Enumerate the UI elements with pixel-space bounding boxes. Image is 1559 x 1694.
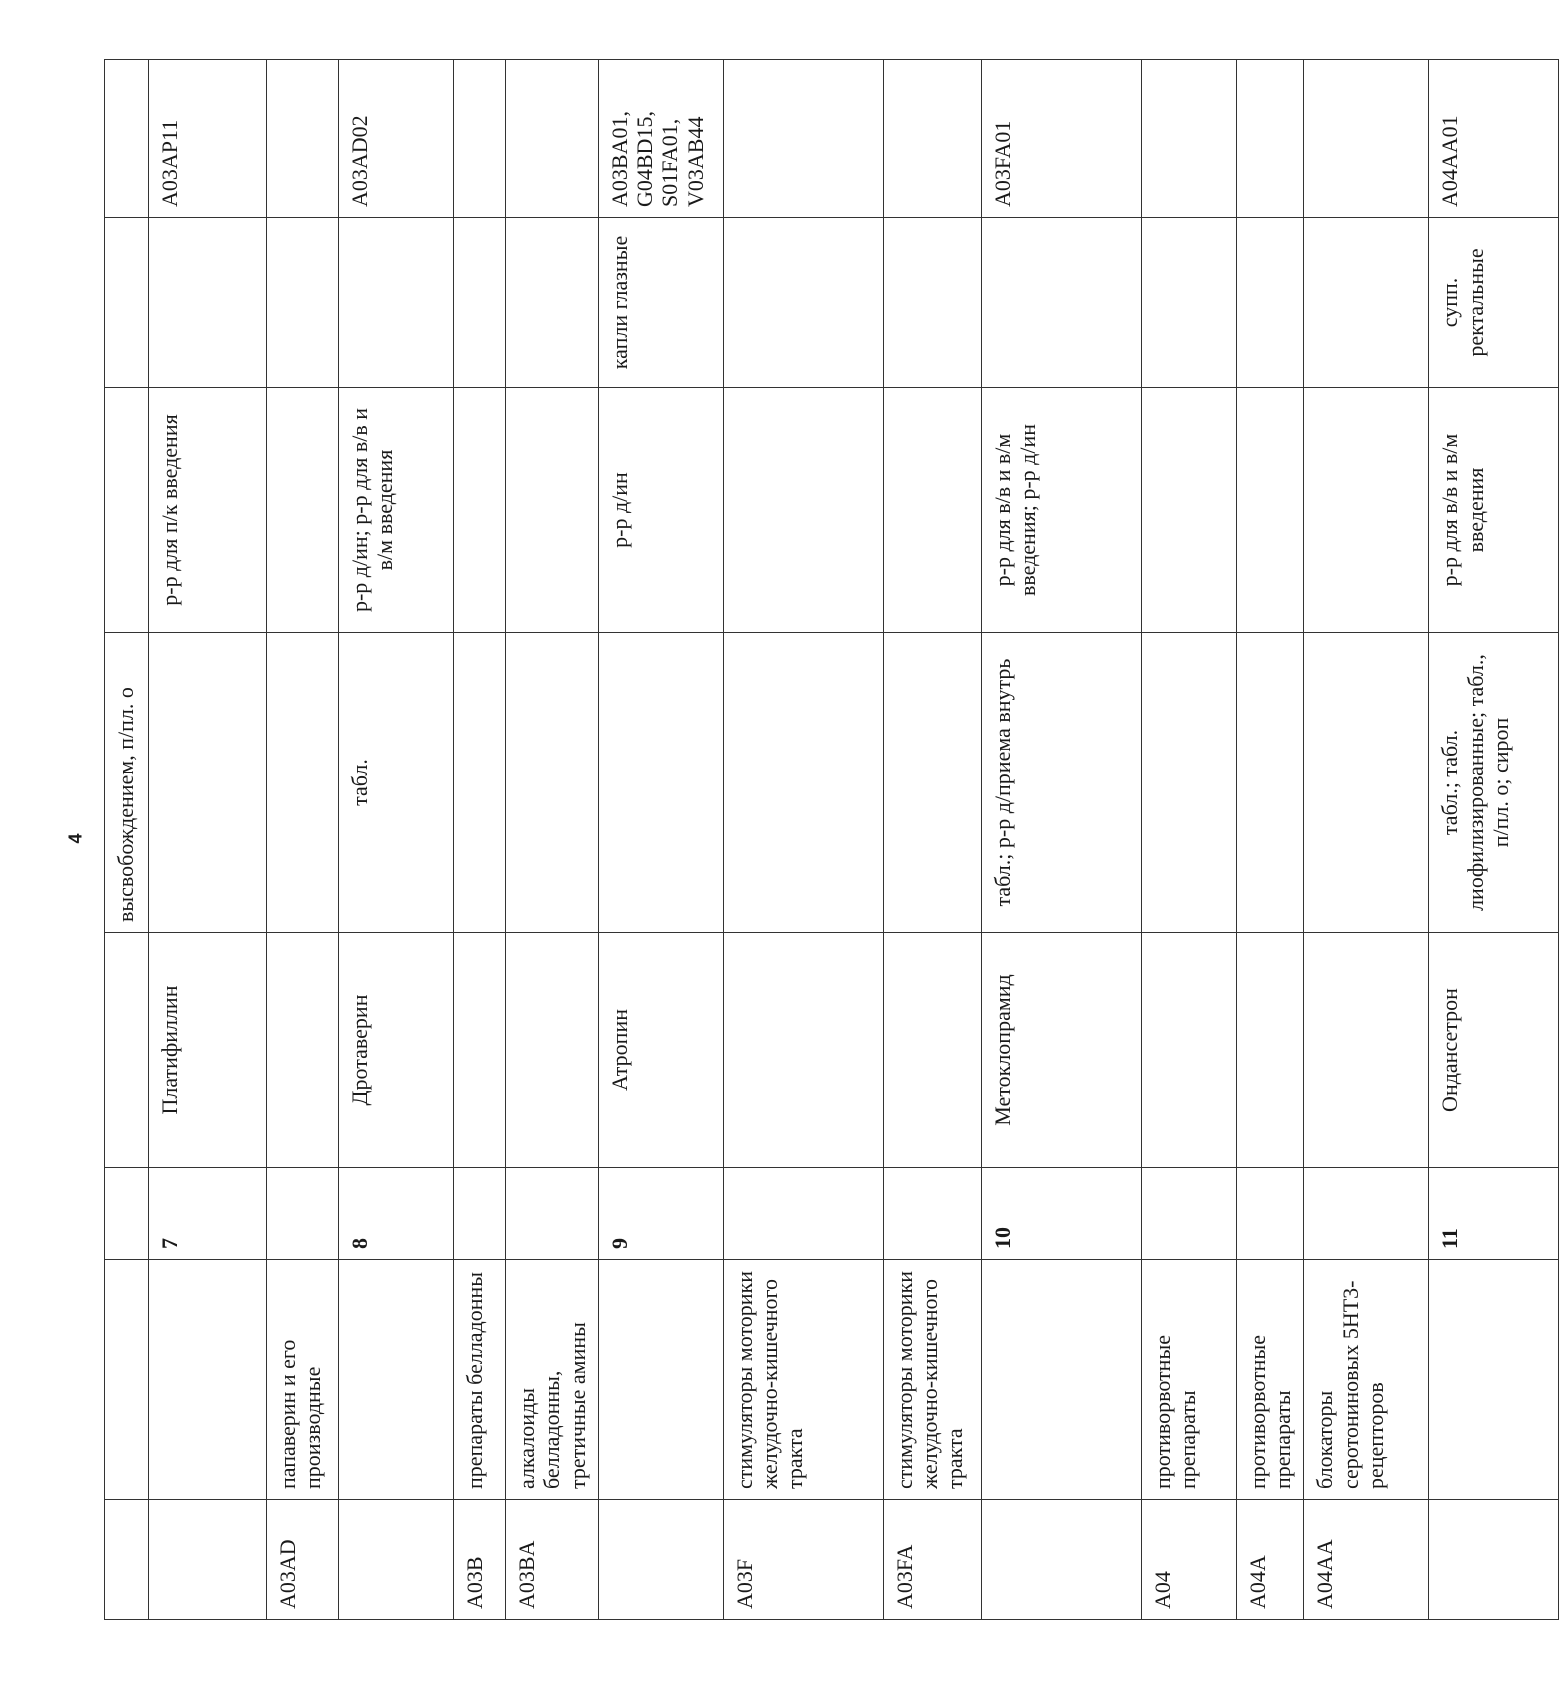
- injection-form-cell: р-р д/ин; р-р для в/в и в/м введения: [339, 388, 454, 633]
- rotated-table-wrapper: [104, 60, 1514, 1620]
- injection-form-cell: [1236, 388, 1304, 633]
- atc-ref-cell: [1236, 60, 1304, 218]
- row-number-cell: [506, 1168, 599, 1260]
- atc-code-cell: [149, 1500, 267, 1620]
- row-number-cell: 7: [149, 1168, 267, 1260]
- oral-form-cell: [1304, 633, 1429, 933]
- table-row: [339, 60, 454, 1620]
- atc-code-cell: A04: [1141, 1500, 1236, 1620]
- atc-code-cell: [339, 1500, 454, 1620]
- atc-ref-cell: [506, 60, 599, 218]
- atc-ref-cell: [1141, 60, 1236, 218]
- oral-form-cell: [723, 633, 883, 933]
- drug-name-cell: [1304, 933, 1429, 1168]
- row-number-cell: [105, 1168, 149, 1260]
- atc-code-cell: A04AA: [1304, 1500, 1429, 1620]
- oral-form-cell: табл.; табл. лиофилизированные; табл., п/пл. о; сироп: [1429, 633, 1559, 933]
- row-number-cell: [267, 1168, 339, 1260]
- group-name-cell: алкалоиды белладонны, третичные амины: [506, 1260, 599, 1500]
- atc-code-cell: A03AD: [267, 1500, 339, 1620]
- other-form-cell: [1141, 218, 1236, 388]
- oral-form-cell: [598, 633, 723, 933]
- atc-code-cell: A03B: [454, 1500, 506, 1620]
- other-form-cell: [883, 218, 981, 388]
- atc-ref-cell: [723, 60, 883, 218]
- injection-form-cell: [723, 388, 883, 633]
- atc-ref-cell: [883, 60, 981, 218]
- injection-form-cell: р-р для в/в и в/м введения; р-р д/ин: [981, 388, 1141, 633]
- atc-ref-cell: A03FA01: [981, 60, 1141, 218]
- injection-form-cell: р-р для п/к введения: [149, 388, 267, 633]
- table-row: [105, 60, 149, 1620]
- other-form-cell: [454, 218, 506, 388]
- oral-form-cell: [267, 633, 339, 933]
- oral-form-cell: высвобождением, п/пл. о: [105, 633, 149, 933]
- atc-code-cell: A03BA: [506, 1500, 599, 1620]
- drug-name-cell: [105, 933, 149, 1168]
- table-row: [506, 60, 599, 1620]
- group-name-cell: противорвотные препараты: [1141, 1260, 1236, 1500]
- row-number-cell: [1141, 1168, 1236, 1260]
- drug-name-cell: [506, 933, 599, 1168]
- atc-code-cell: A03FA: [883, 1500, 981, 1620]
- atc-ref-cell: [105, 60, 149, 218]
- atc-code-cell: [1429, 1500, 1559, 1620]
- atc-ref-cell: A04AA01: [1429, 60, 1559, 218]
- injection-form-cell: [1304, 388, 1429, 633]
- row-number-cell: [883, 1168, 981, 1260]
- atc-code-cell: [598, 1500, 723, 1620]
- other-form-cell: [1304, 218, 1429, 388]
- atc-ref-cell: A03AD02: [339, 60, 454, 218]
- group-name-cell: препараты белладонны: [454, 1260, 506, 1500]
- drug-name-cell: Дротаверин: [339, 933, 454, 1168]
- injection-form-cell: р-р для в/в и в/м введения: [1429, 388, 1559, 633]
- other-form-cell: [105, 218, 149, 388]
- table-row: [1141, 60, 1236, 1620]
- group-name-cell: [105, 1260, 149, 1500]
- atc-code-cell: [105, 1500, 149, 1620]
- other-form-cell: капли глазные: [598, 218, 723, 388]
- atc-ref-cell: [267, 60, 339, 218]
- row-number-cell: [1304, 1168, 1429, 1260]
- group-name-cell: [981, 1260, 1141, 1500]
- table-row: [1304, 60, 1429, 1620]
- injection-form-cell: [267, 388, 339, 633]
- other-form-cell: [981, 218, 1141, 388]
- drug-name-cell: [1236, 933, 1304, 1168]
- drug-name-cell: Метоклопрамид: [981, 933, 1141, 1168]
- other-form-cell: супп. ректальные: [1429, 218, 1559, 388]
- atc-ref-cell: [1304, 60, 1429, 218]
- row-number-cell: [1236, 1168, 1304, 1260]
- drug-name-cell: Атропин: [598, 933, 723, 1168]
- other-form-cell: [267, 218, 339, 388]
- group-name-cell: стимуляторы моторики желудочно-кишечного тракта: [883, 1260, 981, 1500]
- oral-form-cell: [454, 633, 506, 933]
- oral-form-cell: табл.; р-р д/приема внутрь: [981, 633, 1141, 933]
- group-name-cell: стимуляторы моторики желудочно-кишечного тракта: [723, 1260, 883, 1500]
- oral-form-cell: [1141, 633, 1236, 933]
- group-name-cell: блокаторы серотониновых 5HT3-рецепторов: [1304, 1260, 1429, 1500]
- drug-name-cell: Ондансетрон: [1429, 933, 1559, 1168]
- drug-name-cell: [1141, 933, 1236, 1168]
- atc-code-cell: [981, 1500, 1141, 1620]
- atc-code-cell: A03F: [723, 1500, 883, 1620]
- page-number: 4: [65, 833, 86, 844]
- other-form-cell: [149, 218, 267, 388]
- injection-form-cell: [1141, 388, 1236, 633]
- table-row: [883, 60, 981, 1620]
- row-number-cell: 11: [1429, 1168, 1559, 1260]
- injection-form-cell: [506, 388, 599, 633]
- oral-form-cell: [1236, 633, 1304, 933]
- drug-name-cell: [723, 933, 883, 1168]
- table-row: [1236, 60, 1304, 1620]
- table-row: [1429, 60, 1559, 1620]
- other-form-cell: [723, 218, 883, 388]
- table-row: [267, 60, 339, 1620]
- table-row: [598, 60, 723, 1620]
- oral-form-cell: [149, 633, 267, 933]
- atc-ref-cell: [454, 60, 506, 218]
- injection-form-cell: [105, 388, 149, 633]
- other-form-cell: [1236, 218, 1304, 388]
- oral-form-cell: [506, 633, 599, 933]
- drug-name-cell: [454, 933, 506, 1168]
- group-name-cell: противорвотные препараты: [1236, 1260, 1304, 1500]
- drug-name-cell: Платифиллин: [149, 933, 267, 1168]
- group-name-cell: [149, 1260, 267, 1500]
- group-name-cell: [339, 1260, 454, 1500]
- group-name-cell: [598, 1260, 723, 1500]
- injection-form-cell: р-р д/ин: [598, 388, 723, 633]
- injection-form-cell: [883, 388, 981, 633]
- drug-name-cell: [267, 933, 339, 1168]
- row-number-cell: [454, 1168, 506, 1260]
- atc-ref-cell: A03AP11: [149, 60, 267, 218]
- group-name-cell: [1429, 1260, 1559, 1500]
- row-number-cell: [723, 1168, 883, 1260]
- table-row: [454, 60, 506, 1620]
- oral-form-cell: [883, 633, 981, 933]
- table-row: [149, 60, 267, 1620]
- group-name-cell: папаверин и его производные: [267, 1260, 339, 1500]
- drug-table: [104, 59, 1559, 1620]
- atc-ref-cell: A03BA01, G04BD15, S01FA01, V03AB44: [598, 60, 723, 218]
- injection-form-cell: [454, 388, 506, 633]
- table-row: [981, 60, 1141, 1620]
- row-number-cell: 9: [598, 1168, 723, 1260]
- other-form-cell: [339, 218, 454, 388]
- atc-code-cell: A04A: [1236, 1500, 1304, 1620]
- other-form-cell: [506, 218, 599, 388]
- oral-form-cell: табл.: [339, 633, 454, 933]
- row-number-cell: 10: [981, 1168, 1141, 1260]
- drug-name-cell: [883, 933, 981, 1168]
- row-number-cell: 8: [339, 1168, 454, 1260]
- table-row: [723, 60, 883, 1620]
